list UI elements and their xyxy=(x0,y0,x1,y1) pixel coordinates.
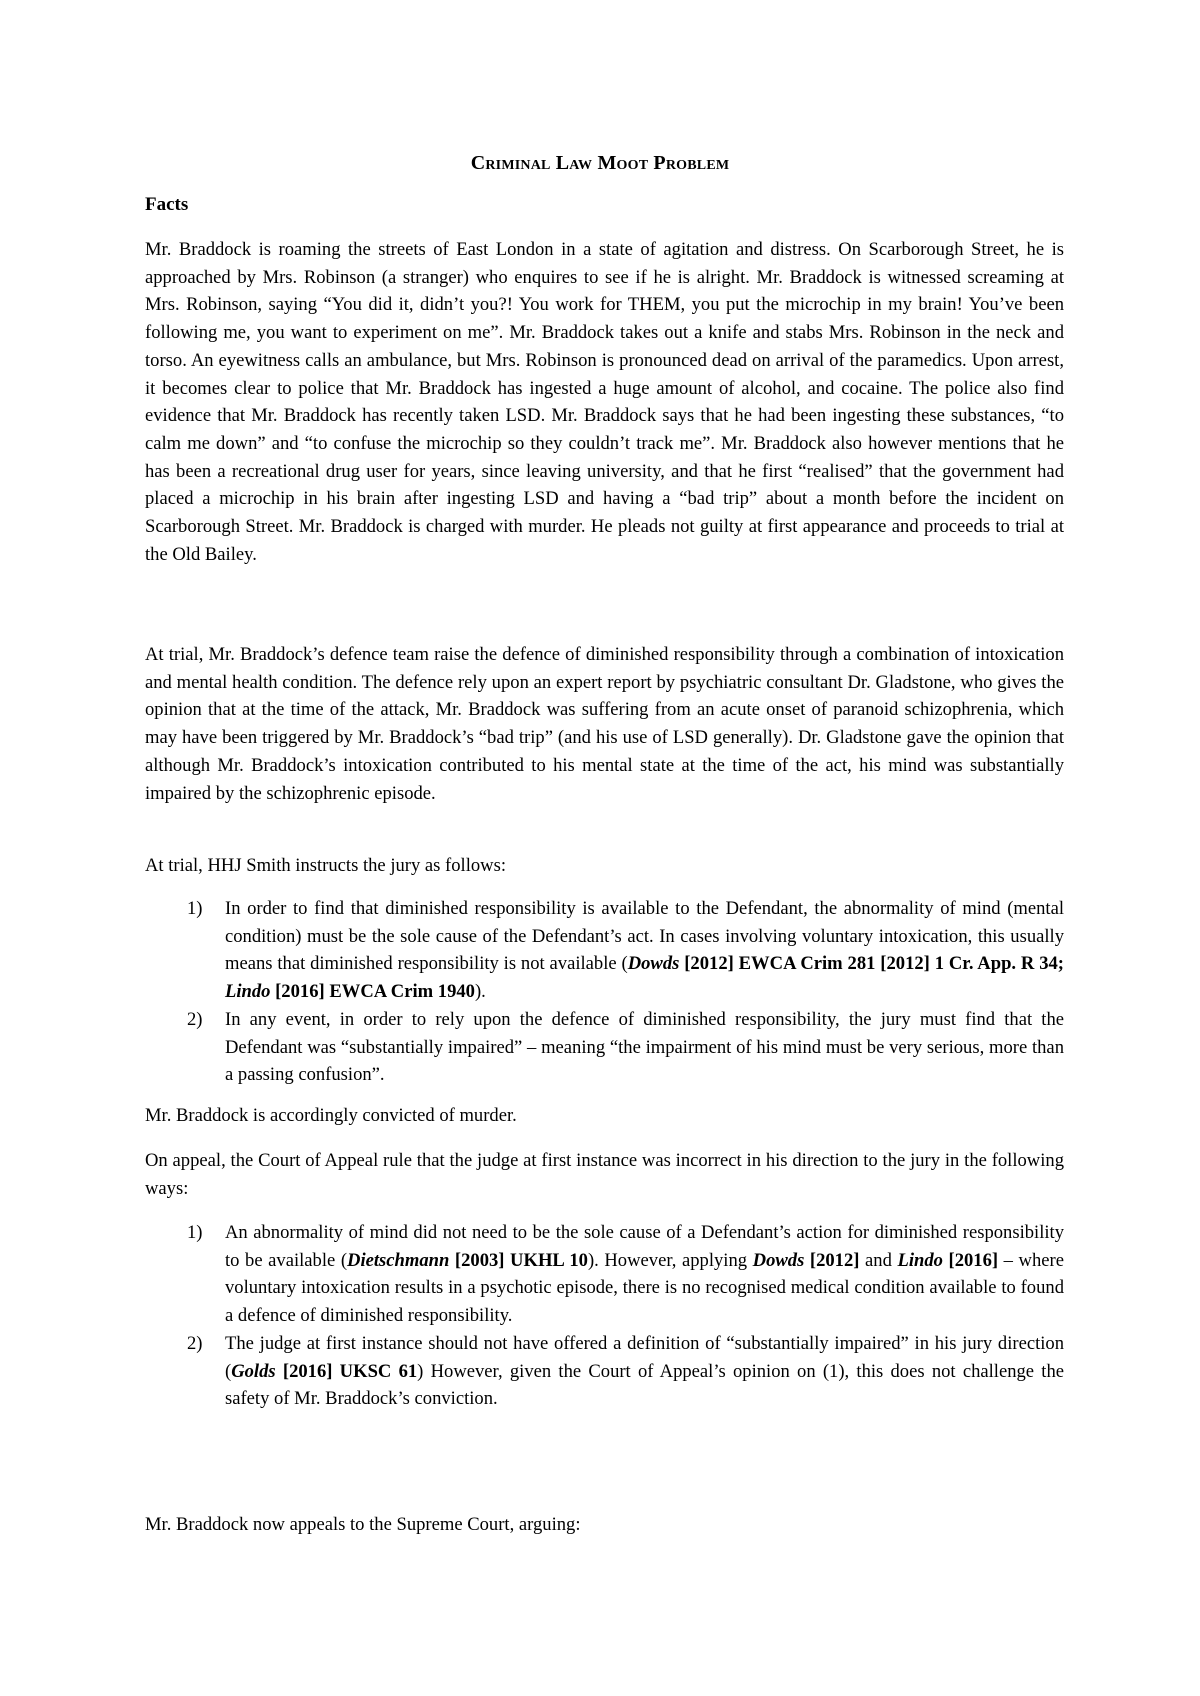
list-number: 1) xyxy=(187,898,203,919)
case-citation: [2012] EWCA Crim 281 [2012] 1 Cr. App. R 34; xyxy=(679,953,1064,975)
list-item: 2) The judge at first instance should not have offered a definition of “substantially impaired” in his jury direction (Golds [2016] UKSC 61) However, given the Court of Appeal’s opinion on (1), this does not challenge the safety of Mr. Braddock’s conviction. xyxy=(145,1330,1064,1413)
appeal-points-list xyxy=(145,1219,1064,1413)
case-name: Dietschmann xyxy=(347,1249,450,1271)
list-number: 2) xyxy=(187,1008,203,1030)
supreme-court-line: Mr. Braddock now appeals to the Supreme Court, arguing: xyxy=(145,1514,581,1535)
facts-heading: Facts xyxy=(145,194,189,215)
list-item: 1) In order to find that diminished responsibility is available to the Defendant, the abnormality of mind (mental condition) must be the sole cause of the Defendant’s act. In cases involving voluntary intoxication, this usually means that diminished responsibility is not available (Dowds [2012] EWCA Crim 281 [2012] 1 Cr. App. R 34; Lindo [2016] EWCA Crim 1940). xyxy=(145,895,1064,1006)
instructs-line: At trial, HHJ Smith instructs the jury as follows: xyxy=(145,855,507,876)
case-citation: [2012] xyxy=(804,1249,860,1271)
case-name: Dowds xyxy=(627,953,680,975)
case-citation: [2016] UKSC 61 xyxy=(275,1360,418,1382)
case-name: Golds xyxy=(231,1360,276,1382)
case-citation: [2003] UKHL 10 xyxy=(449,1249,588,1271)
case-name: Dowds xyxy=(752,1249,805,1271)
appeal-paragraph: On appeal, the Court of Appeal rule that the judge at first instance was incorrect in his direction to the jury in the following ways: xyxy=(145,1150,1064,1199)
case-citation: [2016] EWCA Crim 1940 xyxy=(270,981,475,1003)
list-number: 2) xyxy=(187,1332,203,1354)
trial-paragraph: At trial, Mr. Braddock’s defence team raise the defence of diminished responsibility through a combination of intoxication and mental health condition. The defence rely upon an expert report by psychiatric consultant Dr. Gladstone, who gives the opinion that at the time of the attack, Mr. Braddock was suffering from an acute onset of paranoid schizophrenia, which may have been triggered by Mr. Braddock’s “bad trip” (and his use of LSD generally). Dr. Gladstone gave the opinion that although Mr. Braddock’s intoxication contributed to his mental state at the time of the act, his mind was substantially impaired by the schizophrenic episode. xyxy=(145,644,1064,804)
list-number: 1) xyxy=(187,1222,203,1243)
document-title: Criminal Law Moot Problem xyxy=(470,152,730,174)
case-name: Lindo xyxy=(225,981,271,1003)
convicted-line: Mr. Braddock is accordingly convicted of murder. xyxy=(145,1105,517,1126)
list-item: 1) An abnormality of mind did not need to be the sole cause of a Defendant’s action for diminished responsibility to be available (Dietschmann [2003] UKHL 10). However, applying Dowds [2012] and Lindo [2016] – where voluntary intoxication results in a psychotic episode, there is no recognised medical condition available to found a defence of diminished responsibility. xyxy=(145,1219,1064,1330)
case-name: Lindo xyxy=(897,1249,943,1271)
facts-paragraph: Mr. Braddock is roaming the streets of East London in a state of agitation and distress. On Scarborough Street, he is approached by Mrs. Robinson (a stranger) who enquires to see if he is alright. Mr. Braddock is witnessed screaming at Mrs. Robinson, saying “You did it, didn’t you?! You work for THEM, you put the microchip in my brain! You’ve been following me, you want to experiment on me”. Mr. Braddock takes out a knife and stabs Mrs. Robinson in the neck and torso. An eyewitness calls an ambulance, but Mrs. Robinson is pronounced dead on arrival of the paramedics. Upon arrest, it becomes clear to police that Mr. Braddock has ingested a huge amount of alcohol, and cocaine. The police also find evidence that Mr. Braddock has recently taken LSD. Mr. Braddock says that he had been ingesting these substances, “to calm me down” and “to confuse the microchip so they couldn’t track me”. Mr. Braddock also however mentions that he has been a recreational drug user for years, since leaving university, and that he first “realised” that the government had placed a microchip in his brain after ingesting LSD and having a “bad trip” about a month before the incident on Scarborough Street. Mr. Braddock is charged with murder. He pleads not guilty at first appearance and proceeds to trial at the Old Bailey. xyxy=(145,239,1064,565)
case-citation: [2016] xyxy=(942,1249,999,1271)
list-item: 2) In any event, in order to rely upon the defence of diminished responsibility, the jury must find that the Defendant was “substantially impaired” – meaning “the impairment of his mind must be very serious, more than a passing confusion”. xyxy=(145,1006,1064,1089)
jury-directions-list xyxy=(145,895,1064,1089)
